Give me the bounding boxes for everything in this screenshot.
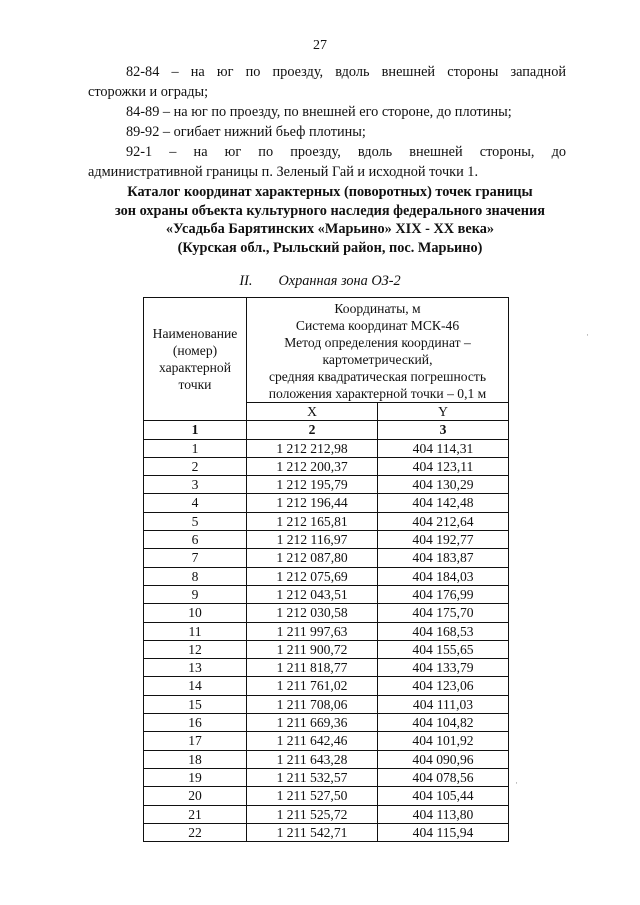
- point-number-cell: 11: [144, 622, 247, 640]
- point-number-cell: 12: [144, 640, 247, 658]
- point-number-cell: 17: [144, 732, 247, 750]
- table-row: [144, 823, 509, 841]
- table-row: [144, 567, 509, 585]
- y-coordinate-cell: 404 192,77: [378, 531, 509, 549]
- point-column-header: Наименование (номер) характерной точки: [144, 298, 247, 421]
- x-coordinate-cell: 1 211 532,57: [247, 768, 378, 786]
- table-row: [144, 439, 509, 457]
- x-coordinate-cell: 1 211 542,71: [247, 823, 378, 841]
- zone-subheading: [0, 273, 640, 290]
- point-number-cell: 22: [144, 823, 247, 841]
- table-row: [144, 714, 509, 732]
- catalog-title-line: (Курская обл., Рыльский район, пос. Марьино): [177, 239, 483, 256]
- x-coordinate-cell: 1 211 900,72: [247, 640, 378, 658]
- table-row: [144, 531, 509, 549]
- x-coordinate-cell: 1 211 643,28: [247, 750, 378, 768]
- catalog-title: [60, 183, 600, 257]
- point-number-cell: 20: [144, 787, 247, 805]
- table-row: [144, 640, 509, 658]
- point-number-cell: 18: [144, 750, 247, 768]
- y-coordinate-cell: 404 105,44: [378, 787, 509, 805]
- column-number-row: 1 2 3: [144, 421, 509, 439]
- coordinates-rows: [144, 439, 509, 842]
- route-paragraph-82-84-line2: сторожки и ограды;: [88, 84, 209, 100]
- y-coordinate-cell: 404 184,03: [378, 567, 509, 585]
- page-number: 27: [313, 38, 327, 53]
- x-coordinate-cell: 1 211 997,63: [247, 622, 378, 640]
- route-paragraph-92-1-line1: 92-1 – на юг по проезду, вдоль внешней стороны, до: [126, 144, 566, 160]
- route-paragraph-92-1-line2: административной границы п. Зеленый Гай и исходной точки 1.: [88, 164, 479, 180]
- table-row: [144, 457, 509, 475]
- coordinates-header: Координаты, м Система координат МСК-46 Метод определения координат – картометрический, средняя квадратическая погрешность положения характерной точки – 0,1 м: [247, 298, 509, 403]
- y-coordinate-cell: 404 111,03: [378, 695, 509, 713]
- y-coordinate-cell: 404 168,53: [378, 622, 509, 640]
- x-coordinate-cell: 1 212 195,79: [247, 476, 378, 494]
- zone-name: Охранная зона ОЗ-2: [278, 273, 401, 289]
- x-coordinate-cell: 1 211 669,36: [247, 714, 378, 732]
- x-coordinate-cell: 1 212 200,37: [247, 457, 378, 475]
- point-number-cell: 5: [144, 512, 247, 530]
- route-paragraph-84-89: 84-89 – на юг по проезду, по внешней его стороне, до плотины;: [126, 104, 512, 120]
- route-paragraph-82-84-line1: 82-84 – на юг по проезду, вдоль внешней стороны западной: [126, 64, 566, 80]
- table-row: [144, 512, 509, 530]
- y-coordinate-cell: 404 142,48: [378, 494, 509, 512]
- point-number-cell: 1: [144, 439, 247, 457]
- x-coordinate-cell: 1 212 043,51: [247, 585, 378, 603]
- x-coordinate-cell: 1 211 761,02: [247, 677, 378, 695]
- y-coordinate-cell: 404 123,06: [378, 677, 509, 695]
- x-coordinate-cell: 1 212 030,58: [247, 604, 378, 622]
- table-header-row: [144, 298, 509, 403]
- point-number-cell: 4: [144, 494, 247, 512]
- point-number-cell: 8: [144, 567, 247, 585]
- table-row: [144, 585, 509, 603]
- y-coordinate-cell: 404 115,94: [378, 823, 509, 841]
- point-number-cell: 7: [144, 549, 247, 567]
- table-row: [144, 476, 509, 494]
- x-coordinate-cell: 1 212 087,80: [247, 549, 378, 567]
- y-column-header: Y: [378, 403, 509, 421]
- x-coordinate-cell: 1 212 196,44: [247, 494, 378, 512]
- point-number-cell: 6: [144, 531, 247, 549]
- point-number-cell: 19: [144, 768, 247, 786]
- x-coordinate-cell: 1 212 075,69: [247, 567, 378, 585]
- table-row: [144, 622, 509, 640]
- y-coordinate-cell: 404 104,82: [378, 714, 509, 732]
- y-coordinate-cell: 404 176,99: [378, 585, 509, 603]
- table-row: [144, 750, 509, 768]
- y-coordinate-cell: 404 090,96: [378, 750, 509, 768]
- route-paragraph-89-92: 89-92 – огибает нижний бьеф плотины;: [126, 124, 366, 140]
- point-number-cell: 14: [144, 677, 247, 695]
- y-coordinate-cell: 404 101,92: [378, 732, 509, 750]
- x-coordinate-cell: 1 211 818,77: [247, 659, 378, 677]
- x-coordinate-cell: 1 211 642,46: [247, 732, 378, 750]
- point-number-cell: 10: [144, 604, 247, 622]
- catalog-title-line: зон охраны объекта культурного наследия федерального значения: [114, 202, 545, 219]
- point-number-cell: 9: [144, 585, 247, 603]
- table-row: [144, 659, 509, 677]
- y-coordinate-cell: 404 133,79: [378, 659, 509, 677]
- x-column-header: X: [247, 403, 378, 421]
- catalog-title-line: Каталог координат характерных (поворотных) точек границы: [127, 184, 533, 200]
- table-row: [144, 604, 509, 622]
- y-coordinate-cell: 404 114,31: [378, 439, 509, 457]
- y-coordinate-cell: 404 123,11: [378, 457, 509, 475]
- x-coordinate-cell: 1 211 525,72: [247, 805, 378, 823]
- table-row: [144, 732, 509, 750]
- x-coordinate-cell: 1 211 527,50: [247, 787, 378, 805]
- point-number-cell: 3: [144, 476, 247, 494]
- table-row: [144, 787, 509, 805]
- table-row: [144, 768, 509, 786]
- y-coordinate-cell: 404 183,87: [378, 549, 509, 567]
- table-row: [144, 695, 509, 713]
- x-coordinate-cell: 1 212 212,98: [247, 439, 378, 457]
- point-number-cell: 13: [144, 659, 247, 677]
- point-number-cell: 15: [144, 695, 247, 713]
- y-coordinate-cell: 404 078,56: [378, 768, 509, 786]
- scan-speck: ·: [586, 330, 589, 340]
- y-coordinate-cell: 404 155,65: [378, 640, 509, 658]
- y-coordinate-cell: 404 212,64: [378, 512, 509, 530]
- point-number-cell: 21: [144, 805, 247, 823]
- section-numeral: II.: [239, 273, 253, 289]
- catalog-title-line: «Усадьба Барятинских «Марьино» XIX - XX века»: [165, 221, 495, 237]
- x-coordinate-cell: 1 212 116,97: [247, 531, 378, 549]
- y-coordinate-cell: 404 113,80: [378, 805, 509, 823]
- x-coordinate-cell: 1 212 165,81: [247, 512, 378, 530]
- coordinates-table: [143, 297, 509, 842]
- table-row: [144, 677, 509, 695]
- table-row: [144, 494, 509, 512]
- y-coordinate-cell: 404 175,70: [378, 604, 509, 622]
- table-row: [144, 805, 509, 823]
- point-number-cell: 16: [144, 714, 247, 732]
- scan-speck: ·: [515, 778, 518, 788]
- x-coordinate-cell: 1 211 708,06: [247, 695, 378, 713]
- y-coordinate-cell: 404 130,29: [378, 476, 509, 494]
- point-number-cell: 2: [144, 457, 247, 475]
- table-row: [144, 549, 509, 567]
